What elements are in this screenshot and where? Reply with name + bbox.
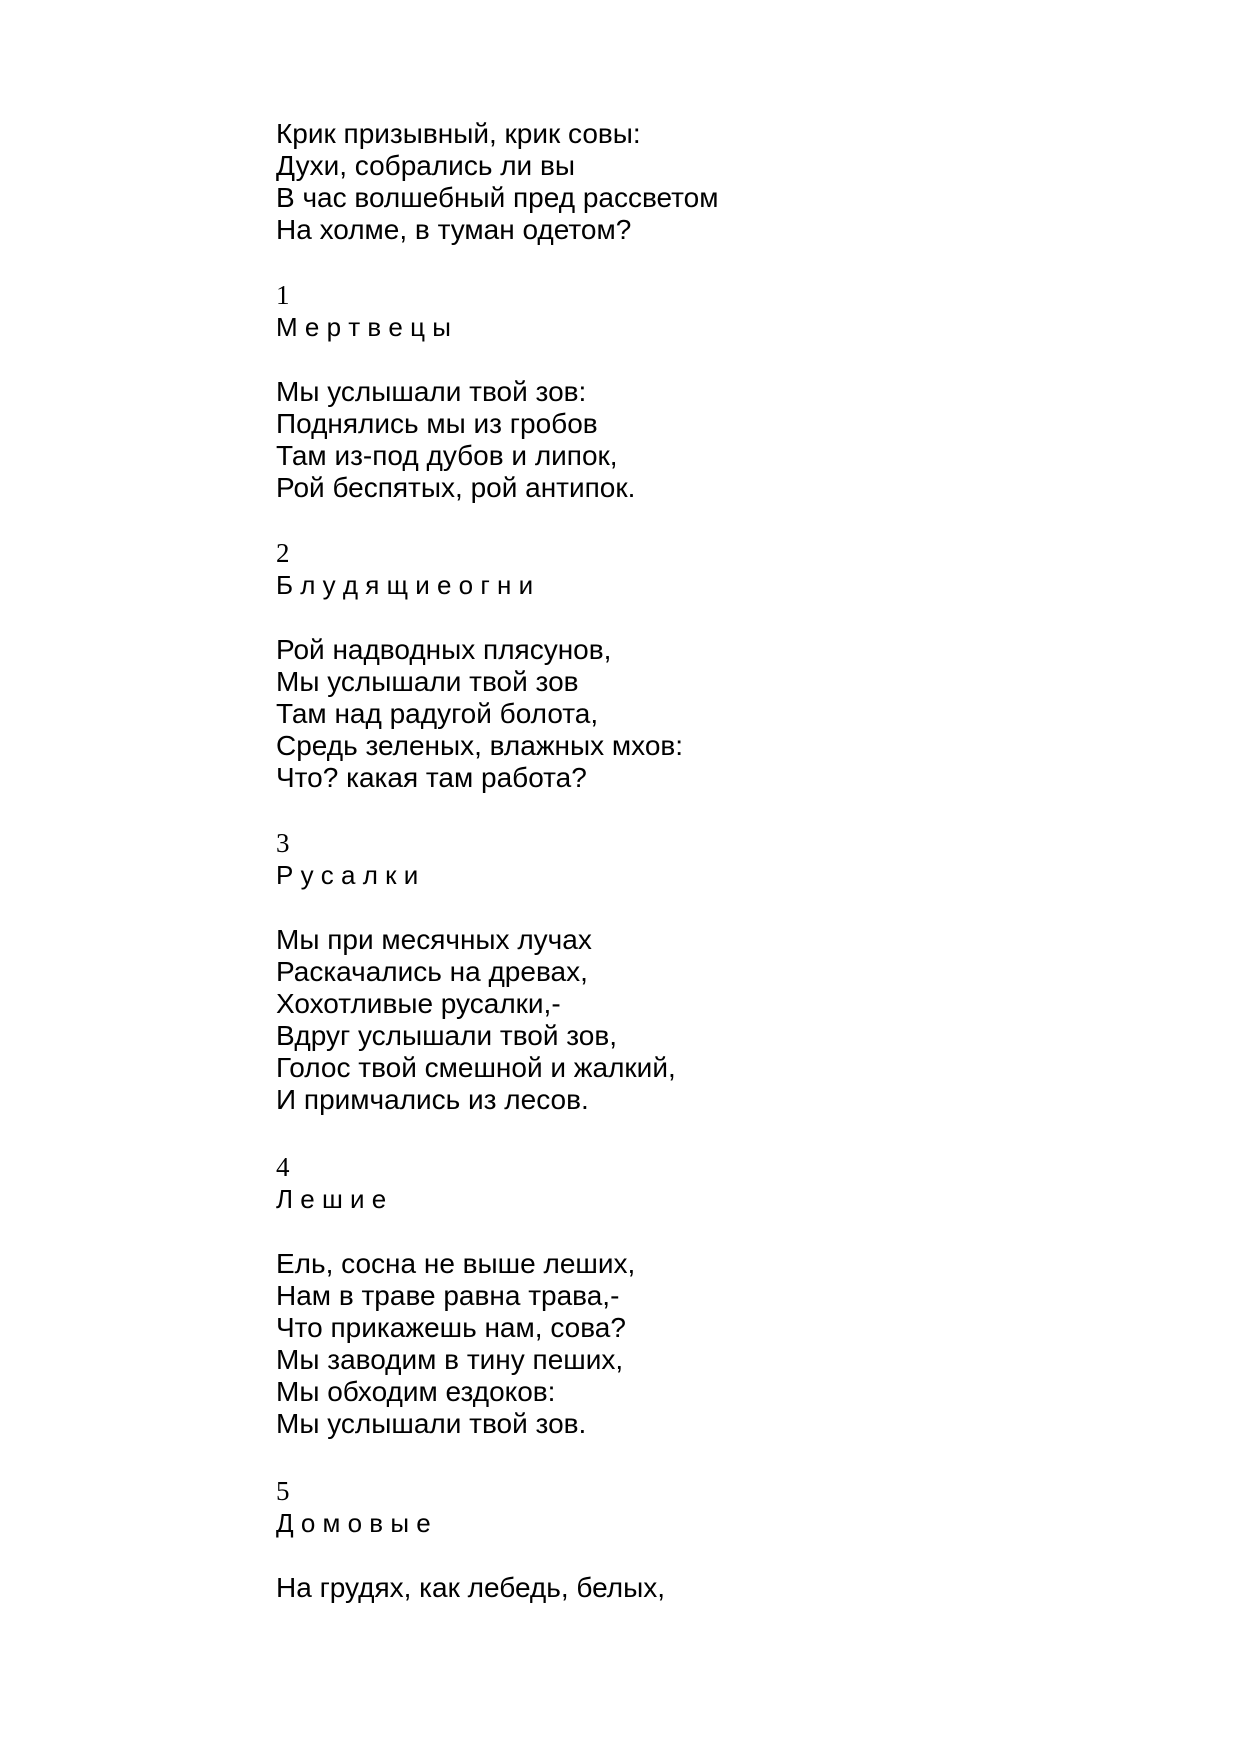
verse-line: Что? какая там работа? bbox=[276, 762, 587, 793]
section-number: 1 bbox=[276, 280, 290, 310]
verse-line: На грудях, как лебедь, белых, bbox=[276, 1572, 666, 1603]
verse-line: Там из-под дубов и липок, bbox=[276, 440, 618, 471]
verse-line: Мы обходим ездоков: bbox=[276, 1376, 556, 1407]
section-title: Л е ш и е bbox=[276, 1184, 387, 1214]
verse-line: Мы заводим в тину пеших, bbox=[276, 1344, 624, 1375]
verse-line: Мы услышали твой зов: bbox=[276, 376, 587, 407]
intro-line: Духи, собрались ли вы bbox=[276, 150, 575, 181]
verse-line: Средь зеленых, влажных мхов: bbox=[276, 730, 684, 761]
section-title: Д о м о в ы е bbox=[276, 1508, 431, 1538]
verse-line: Поднялись мы из гробов bbox=[276, 408, 598, 439]
section-number: 4 bbox=[276, 1152, 290, 1182]
verse-line: Мы при месячных лучах bbox=[276, 924, 592, 955]
verse-line: Рой беспятых, рой антипок. bbox=[276, 472, 636, 503]
verse-line: Мы услышали твой зов. bbox=[276, 1408, 587, 1439]
intro-line: В час волшебный пред рассветом bbox=[276, 182, 719, 213]
section-number: 2 bbox=[276, 538, 290, 568]
verse-line: Раскачались на древах, bbox=[276, 956, 588, 987]
verse-line: Мы услышали твой зов bbox=[276, 666, 579, 697]
section-title: М е р т в е ц ы bbox=[276, 312, 451, 342]
verse-line: Что прикажешь нам, сова? bbox=[276, 1312, 626, 1343]
intro-line: Крик призывный, крик совы: bbox=[276, 118, 641, 149]
section-number: 5 bbox=[276, 1476, 290, 1506]
verse-line: Вдруг услышали твой зов, bbox=[276, 1020, 618, 1051]
section-number: 3 bbox=[276, 828, 290, 858]
section-title: Б л у д я щ и е о г н и bbox=[276, 570, 534, 600]
verse-line: Нам в траве равна трава,- bbox=[276, 1280, 620, 1311]
verse-line: И примчались из лесов. bbox=[276, 1084, 589, 1115]
intro-line: На холме, в туман одетом? bbox=[276, 214, 632, 245]
verse-line: Хохотливые русалки,- bbox=[276, 988, 561, 1019]
verse-line: Голос твой смешной и жалкий, bbox=[276, 1052, 676, 1083]
section-title: Р у с а л к и bbox=[276, 860, 419, 890]
verse-line: Там над радугой болота, bbox=[276, 698, 599, 729]
verse-line: Ель, сосна не выше леших, bbox=[276, 1248, 636, 1279]
verse-line: Рой надводных плясунов, bbox=[276, 634, 612, 665]
